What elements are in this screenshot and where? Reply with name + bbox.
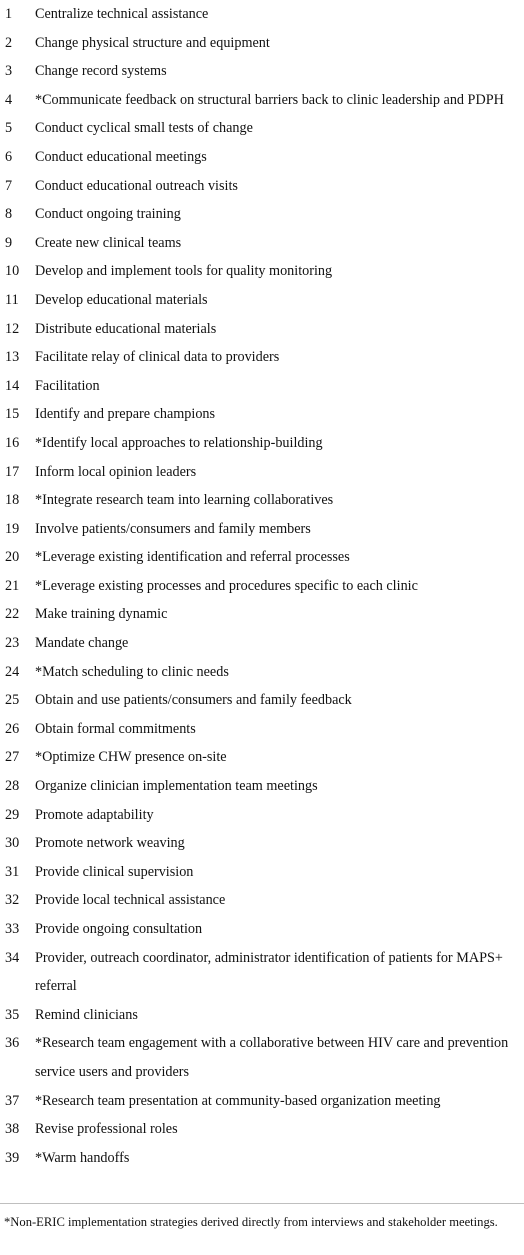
strategy-text: Promote network weaving	[35, 835, 185, 852]
strategy-number: 5	[5, 120, 13, 137]
strategy-number: 30	[5, 835, 20, 852]
table-row	[0, 658, 524, 687]
strategy-text: Centralize technical assistance	[35, 6, 209, 22]
strategy-text: *Research team presentation at community-based organization meeting	[35, 1092, 441, 1109]
strategy-text: *Communicate feedback on structural barriers back to clinic leadership and PDPH	[35, 91, 504, 108]
table-row	[0, 315, 524, 344]
table-row	[0, 515, 524, 544]
table-row	[0, 829, 524, 858]
strategy-text: Provide clinical supervision	[35, 863, 194, 880]
table-row	[0, 372, 524, 401]
table-row	[0, 629, 524, 658]
strategy-text: Identify and prepare champions	[35, 406, 216, 423]
strategy-number: 3	[5, 63, 13, 80]
strategy-text: Provide ongoing consultation	[35, 921, 203, 937]
strategy-number: 36	[5, 1035, 20, 1052]
strategy-number: 16	[5, 434, 20, 451]
strategy-text: *Match scheduling to clinic needs	[35, 663, 229, 680]
table-row	[0, 686, 524, 715]
strategy-text: Make training dynamic	[35, 606, 168, 623]
table-row	[0, 1087, 524, 1116]
strategy-text: Conduct ongoing training	[35, 206, 181, 223]
table-row	[0, 543, 524, 572]
table-row	[0, 858, 524, 887]
strategy-text: *Leverage existing identification and referral processes	[35, 549, 350, 566]
strategy-text: Revise professional roles	[35, 1121, 178, 1138]
strategy-text: Remind clinicians	[35, 1006, 138, 1023]
strategy-number: 24	[5, 663, 20, 680]
table-row	[0, 29, 524, 58]
table-row	[0, 257, 524, 286]
strategy-text: Conduct educational meetings	[35, 148, 207, 165]
strategy-number: 4	[5, 91, 13, 108]
strategy-number: 23	[5, 635, 20, 652]
table-row	[0, 286, 524, 315]
strategy-text: *Optimize CHW presence on-site	[35, 749, 227, 766]
table-row	[0, 57, 524, 86]
strategy-text: Distribute educational materials	[35, 320, 217, 337]
table-row	[0, 772, 524, 801]
strategy-number: 6	[5, 148, 13, 165]
strategy-text: Change record systems	[35, 63, 167, 80]
strategy-number: 22	[5, 606, 20, 623]
strategy-number: 10	[5, 263, 20, 280]
table-row	[0, 915, 524, 944]
strategy-text: *Research team engagement with a collaborative between HIV care and prevention service users and providers	[35, 1035, 509, 1080]
table-row	[0, 715, 524, 744]
strategy-text: Conduct cyclical small tests of change	[35, 120, 253, 137]
strategy-text: Promote adaptability	[35, 806, 154, 823]
table-row	[0, 886, 524, 915]
strategy-text: Provide local technical assistance	[35, 892, 226, 909]
strategy-text: Organize clinician implementation team meetings	[35, 778, 318, 795]
table-row	[0, 343, 524, 372]
table-row	[0, 114, 524, 143]
strategy-text: Conduct educational outreach visits	[35, 177, 238, 194]
strategy-text: Change physical structure and equipment	[35, 34, 270, 51]
strategy-number: 7	[5, 177, 13, 194]
strategy-number: 26	[5, 720, 20, 737]
strategy-number: 34	[5, 949, 20, 966]
strategy-text: Inform local opinion leaders	[35, 463, 197, 480]
table-row	[0, 400, 524, 429]
strategy-number: 27	[5, 749, 20, 766]
strategy-number: 29	[5, 806, 20, 823]
strategy-text: Obtain and use patients/consumers and family feedback	[35, 692, 352, 709]
strategy-text: Facilitate relay of clinical data to providers	[35, 349, 280, 366]
strategy-text: Facilitation	[35, 377, 100, 394]
strategy-number: 12	[5, 320, 20, 337]
strategy-number: 14	[5, 377, 20, 394]
strategy-number: 39	[5, 1149, 20, 1166]
strategy-number: 9	[5, 234, 13, 251]
strategy-number: 31	[5, 863, 20, 880]
table-row	[0, 743, 524, 772]
strategy-number: 19	[5, 520, 20, 537]
strategy-number: 38	[5, 1121, 20, 1138]
table-row	[0, 200, 524, 229]
strategy-number: 32	[5, 892, 20, 909]
table-row	[0, 458, 524, 487]
strategy-number: 8	[5, 206, 13, 223]
table-row	[0, 1115, 524, 1144]
strategy-number: 13	[5, 349, 20, 366]
strategy-text: *Identify local approaches to relationship-building	[35, 434, 323, 451]
strategy-text: Mandate change	[35, 635, 129, 652]
strategy-text: *Integrate research team into learning collaboratives	[35, 492, 334, 509]
strategy-number: 33	[5, 921, 20, 937]
table-row	[0, 86, 524, 115]
strategy-text: Obtain formal commitments	[35, 720, 196, 737]
strategy-number: 37	[5, 1092, 20, 1109]
strategy-number: 17	[5, 463, 20, 480]
strategy-text: Provider, outreach coordinator, administrator identification of patients for MAPS+ referral	[35, 949, 503, 995]
strategy-number: 28	[5, 778, 20, 795]
strategy-text: Involve patients/consumers and family members	[35, 520, 311, 537]
strategy-number: 2	[5, 34, 13, 51]
strategy-number: 21	[5, 577, 20, 594]
table-footnote: *Non-ERIC implementation strategies derived directly from interviews and stakeholder meetings.	[4, 1215, 498, 1229]
table-row	[0, 801, 524, 830]
strategy-number: 25	[5, 692, 20, 709]
strategy-text: Create new clinical teams	[35, 234, 182, 251]
table-row	[0, 429, 524, 458]
strategy-number: 15	[5, 406, 20, 423]
strategy-number: 20	[5, 549, 20, 566]
strategy-number: 1	[5, 6, 13, 22]
table-row	[0, 600, 524, 629]
strategy-number: 35	[5, 1006, 20, 1023]
strategy-number: 11	[5, 291, 19, 308]
table-row	[0, 486, 524, 515]
strategy-text: Develop educational materials	[35, 291, 208, 308]
table-row	[0, 1144, 524, 1173]
strategy-number: 18	[5, 492, 20, 509]
table-row	[0, 143, 524, 172]
strategy-text: *Leverage existing processes and procedures specific to each clinic	[35, 577, 418, 594]
table-row	[0, 0, 524, 29]
footnote-divider	[0, 1203, 524, 1204]
strategy-text: Develop and implement tools for quality monitoring	[35, 263, 333, 280]
table-row	[0, 572, 524, 601]
table-row	[0, 172, 524, 201]
table-row	[0, 944, 524, 1001]
table-row	[0, 1029, 524, 1086]
strategy-text: *Warm handoffs	[35, 1149, 130, 1166]
table-row	[0, 1001, 524, 1030]
table-row	[0, 229, 524, 258]
